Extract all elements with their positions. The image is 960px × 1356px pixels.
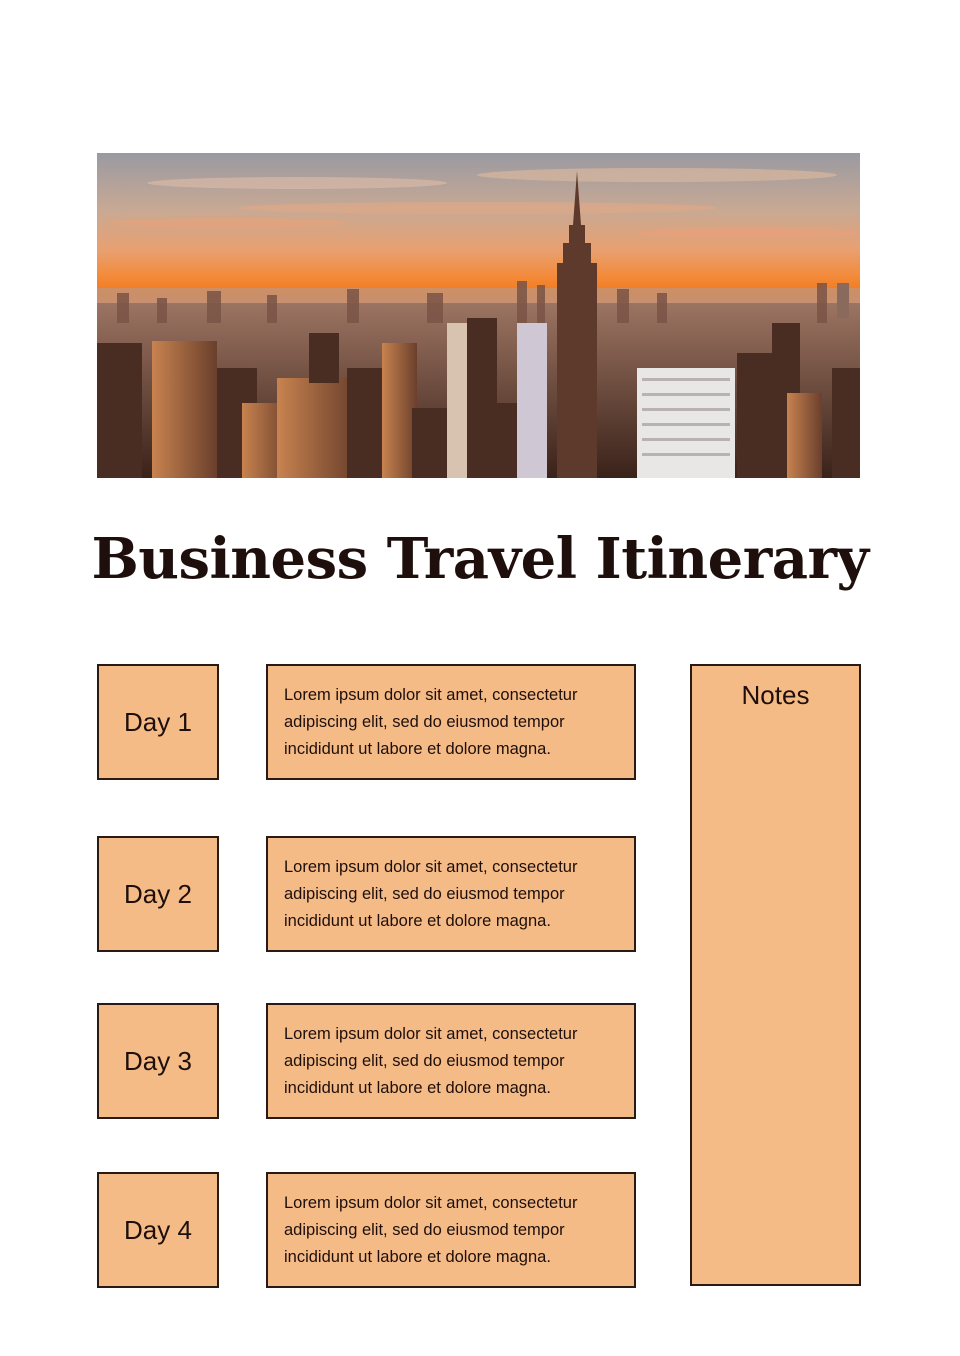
day-description: Lorem ipsum dolor sit amet, consectetur adipiscing elit, sed do eiusmod tempor incididunt ut labore et dolore magna. (284, 1024, 578, 1097)
hero-image (97, 153, 860, 478)
day-description-box-3 (266, 1003, 636, 1119)
day-box-2 (97, 836, 219, 952)
notes-title: Notes (741, 680, 810, 710)
day-label: Day 2 (124, 878, 192, 909)
day-label: Day 1 (124, 706, 192, 737)
day-description: Lorem ipsum dolor sit amet, consectetur adipiscing elit, sed do eiusmod tempor incididunt ut labore et dolore magna. (284, 1193, 578, 1266)
page-title: Business Travel Itinerary (91, 526, 869, 592)
day-description: Lorem ipsum dolor sit amet, consectetur adipiscing elit, sed do eiusmod tempor incididunt ut labore et dolore magna. (284, 685, 578, 758)
day-box-3 (97, 1003, 219, 1119)
day-box-1 (97, 664, 219, 780)
day-description-box-1 (266, 664, 636, 780)
day-label: Day 3 (124, 1045, 192, 1076)
city-skyline-illustration (97, 153, 860, 478)
day-description-box-4 (266, 1172, 636, 1288)
day-description-box-2 (266, 836, 636, 952)
day-box-4 (97, 1172, 219, 1288)
day-label: Day 4 (124, 1214, 192, 1245)
notes-box (690, 664, 861, 1286)
day-description: Lorem ipsum dolor sit amet, consectetur adipiscing elit, sed do eiusmod tempor incididunt ut labore et dolore magna. (284, 857, 578, 930)
